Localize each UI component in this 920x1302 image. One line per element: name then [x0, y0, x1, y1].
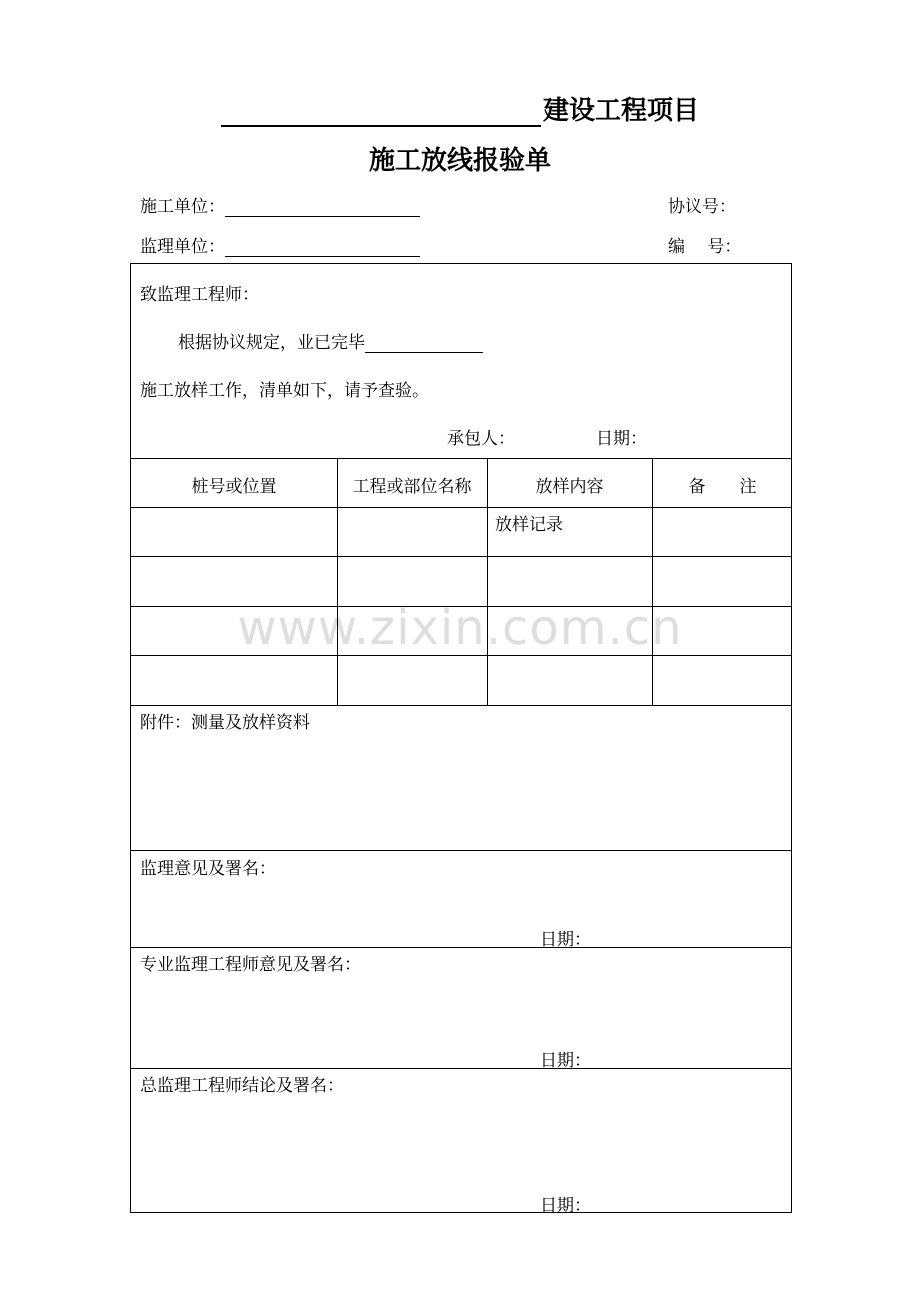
form-title: 施工放线报验单	[368, 146, 551, 176]
divider	[131, 947, 791, 948]
intro-line-1-text: 根据协议规定，业已完毕	[178, 333, 365, 353]
divider	[131, 458, 791, 459]
project-title	[0, 90, 920, 127]
header-part-name: 工程或部位名称	[352, 477, 472, 497]
supervisor-label: 监理单位：	[140, 237, 225, 257]
addressee: 致监理工程师：	[140, 285, 259, 305]
supervisor-opinion-label: 监理意见及署名：	[140, 859, 276, 879]
completion-blank[interactable]	[365, 333, 483, 353]
intro-line-2: 施工放样工作，清单如下，请予查验。	[140, 381, 429, 401]
supervisor-field	[140, 232, 420, 257]
contractor-blank[interactable]	[225, 196, 420, 217]
supervisor-opinion-date: 日期：	[540, 930, 591, 950]
project-title-suffix: 建设工程项目	[542, 96, 699, 126]
intro-line-1	[178, 328, 483, 353]
specialist-opinion-date: 日期：	[540, 1051, 591, 1071]
serial-number-label: 编 号：	[668, 237, 742, 257]
divider	[131, 556, 791, 557]
chief-conclusion-label: 总监理工程师结论及署名：	[140, 1076, 344, 1096]
chief-conclusion-date: 日期：	[540, 1196, 591, 1216]
divider	[131, 705, 791, 706]
header-layout-content: 放样内容	[535, 477, 604, 497]
divider	[131, 507, 791, 508]
attachment-label: 附件：测量及放样资料	[140, 713, 310, 733]
contractor-field	[140, 192, 420, 217]
watermark: www.zixin.com.cn	[237, 600, 683, 656]
specialist-opinion-label: 专业监理工程师意见及署名：	[140, 955, 361, 975]
supervisor-blank[interactable]	[225, 236, 420, 257]
header-station: 桩号或位置	[191, 477, 277, 497]
intro-date-label: 日期：	[596, 429, 647, 449]
divider	[131, 1068, 791, 1069]
contractor-label: 施工单位：	[140, 197, 225, 217]
contractor-sign-label: 承包人：	[447, 429, 515, 449]
divider	[131, 850, 791, 851]
inspection-form	[130, 263, 792, 1216]
project-name-blank[interactable]	[221, 95, 541, 127]
header-remarks: 备 注	[688, 477, 757, 497]
layout-record-label: 放样记录	[495, 515, 563, 535]
agreement-number-label: 协议号：	[668, 197, 736, 217]
